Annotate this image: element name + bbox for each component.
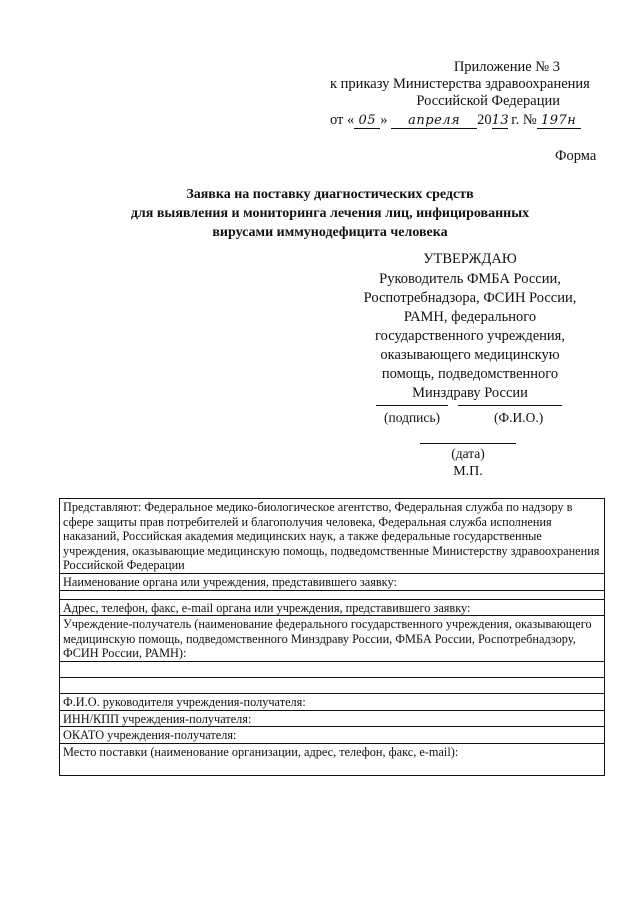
table-row [60, 743, 605, 775]
number-prefix: г. № [511, 112, 537, 128]
form-label: Форма [555, 148, 597, 164]
title-line-2: для выявления и мониторинга лечения лиц, инфицированных [130, 206, 530, 221]
name-line [458, 405, 562, 406]
stamp-label: М.П. [453, 464, 483, 479]
date-prefix: от « [330, 112, 355, 128]
annex-number: Приложение № 3 [453, 59, 560, 75]
signature-line [376, 405, 448, 406]
form-row-blank[interactable] [60, 590, 605, 599]
date-line [420, 443, 516, 444]
name-label: (Ф.И.О.) [494, 410, 544, 425]
annex-country: Российской Федерации [416, 93, 560, 109]
approval-line: помощь, подведомственного [381, 366, 559, 382]
approval-line: Роспотребнадзора, ФСИН России, [363, 290, 577, 306]
approval-line: РАМН, федерального [403, 309, 537, 325]
table-row [60, 499, 605, 574]
table-row [60, 574, 605, 591]
signature-row [376, 405, 566, 425]
table-row [60, 590, 605, 599]
annex-order: к приказу Министерства здравоохранения [330, 76, 590, 92]
form-row-blank[interactable] [60, 678, 605, 694]
table-row [60, 678, 605, 694]
annex-date-line [330, 112, 577, 129]
form-row-inn-kpp: ИНН/КПП учреждения-получателя: [60, 710, 605, 727]
annex-header [330, 59, 590, 129]
date-year: 13 [491, 113, 510, 128]
table-row [60, 599, 605, 616]
form-row-submitter-name: Наименование органа или учреждения, представившего заявку: [60, 574, 605, 591]
approval-heading: УТВЕРЖДАЮ [423, 251, 517, 267]
document-title [60, 185, 600, 242]
form-row-submitters: Представляют: Федеральное медико-биологическое агентство, Федеральная служба по надзору в сфере защиты прав потребителей и благополучия человека, Федеральная служба исполнения наказаний, Российская академия медицинских наук, а также федеральные государственные учреждения, оказывающие медицинскую помощь, подведомственные Министерству здравоохранения Российской Федерации [60, 499, 605, 574]
approval-line: Руководитель ФМБА России, [379, 271, 561, 287]
table-row [60, 710, 605, 727]
signature-label: (подпись) [384, 410, 441, 425]
title-line-1: Заявка на поставку диагностических средств [186, 187, 474, 202]
approval-line: государственного учреждения, [375, 328, 565, 344]
date-day: 05 [354, 113, 380, 129]
approval-line: Минздраву России [412, 385, 528, 401]
title-line-3: вирусами иммунодефицита человека [212, 225, 448, 240]
approval-line: оказывающего медицинскую [380, 347, 560, 363]
table-row [60, 616, 605, 662]
order-number: 197н [537, 113, 581, 129]
form-row-blank[interactable] [60, 662, 605, 678]
date-mid: » [380, 112, 388, 128]
application-form-table [59, 498, 605, 776]
form-row-submitter-address: Адрес, телефон, факс, e-mail органа или учреждения, представившего заявку: [60, 599, 605, 616]
date-month: апреля [391, 113, 477, 129]
form-row-delivery-place: Место поставки (наименование организации, адрес, телефон, факс, e-mail): [60, 743, 605, 775]
date-year-prefix: 20 [477, 112, 492, 128]
table-row [60, 694, 605, 711]
form-row-recipient-head: Ф.И.О. руководителя учреждения-получателя: [60, 694, 605, 711]
date-label: (дата) [451, 446, 485, 461]
table-row [60, 662, 605, 678]
approval-block [330, 250, 610, 403]
form-row-okato: ОКАТО учреждения-получателя: [60, 727, 605, 744]
table-row [60, 727, 605, 744]
form-row-recipient: Учреждение-получатель (наименование федерального государственного учреждения, оказывающего медицинскую помощь, подведомственного Минздраву России, ФМБА России, Роспотребнадзору, ФСИН России, РАМН): [60, 616, 605, 662]
